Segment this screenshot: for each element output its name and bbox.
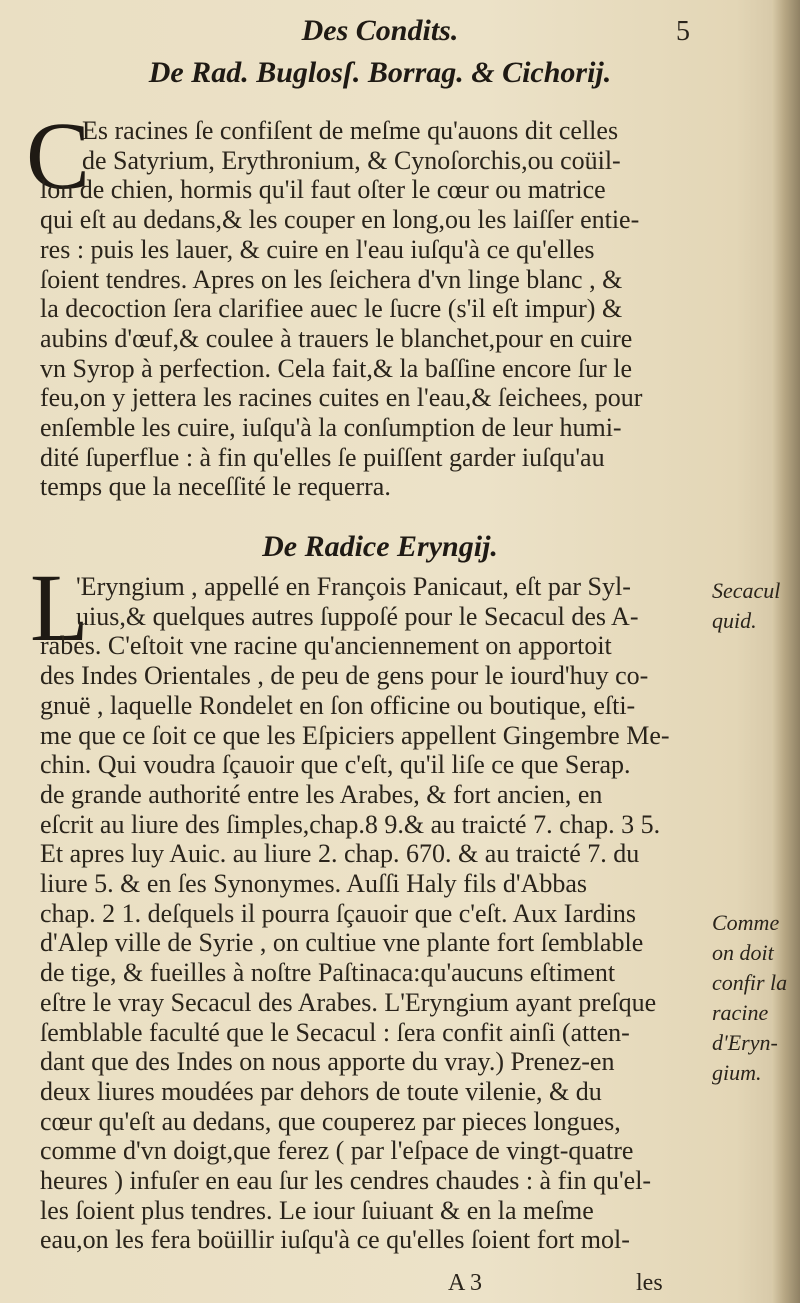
margin-note-line: Comme [712, 910, 780, 935]
page-number: 5 [676, 16, 690, 47]
margin-note-line: on doit [712, 940, 774, 965]
text-line: dité ſuperflue : à fin qu'elles ſe puiſſent garder iuſqu'au [40, 442, 605, 472]
text-line: vn Syrop à perfection. Cela fait,& la baſſine encore ſur le [40, 353, 632, 383]
margin-note-line: Secacul [712, 578, 781, 603]
text-line: me que ce ſoit ce que les Eſpiciers appellent Gingembre Me- [40, 720, 670, 750]
text-line: dant que des Indes on nous apporte du vray.) Prenez-en [40, 1047, 615, 1077]
text-line: uius,& quelques autres ſuppoſé pour le Secacul des A- [76, 601, 639, 631]
section1-dropcap: C [26, 102, 91, 209]
text-line: 'Eryngium , appellé en François Panicaut, eſt par Syl- [76, 572, 631, 601]
text-line: ſoient tendres. Apres on les ſeichera d'vn linge blanc , & [40, 264, 623, 294]
margin-note-line: gium. [712, 1060, 762, 1085]
text-line: d'Alep ville de Syrie , on cultiue vne plante fort ſemblable [40, 928, 644, 958]
text-line: de Satyrium, Erythronium, & Cynoſorchis,ou coüil- [82, 145, 621, 175]
section2-title: De Radice Eryngij. [262, 530, 498, 563]
text-line: ſemblable faculté que le Secacul : ſera confit ainſi (atten- [40, 1017, 630, 1047]
catchword: les [636, 1270, 663, 1296]
text-line: les ſoient plus tendres. Le iour ſuiuant & en la meſme [40, 1195, 594, 1225]
text-line: liure 5. & en ſes Synonymes. Auſſi Haly fils d'Abbas [40, 869, 588, 898]
text-line: aubins d'œuf,& coulee à trauers le blanchet,pour en cuire [40, 323, 633, 353]
text-line: de tige, & fueilles à noſtre Paſtinaca:qu'aucuns eſtiment [40, 958, 616, 988]
text-line: Et apres luy Auic. au liure 2. chap. 670. & au traicté 7. du [40, 839, 640, 869]
binding-gutter [772, 0, 800, 1303]
text-line: temps que la neceſſité le requerra. [40, 472, 391, 502]
text-line: eſcrit au liure des ſimples,chap.8 9.& au traicté 7. chap. 3 5. [40, 809, 661, 839]
text-line: eau,on les fera boüillir iuſqu'à ce qu'elles ſoient fort mol- [40, 1225, 630, 1255]
text-line: de grande authorité entre les Arabes, & fort ancien, en [40, 779, 603, 809]
text-line: comme d'vn doigt,que ferez ( par l'eſpace de vingt-quatre [40, 1136, 634, 1166]
text-line: lon de chien, hormis qu'il faut oſter le cœur ou matrice [40, 175, 606, 205]
margin-note-line: racine [712, 1000, 769, 1025]
section2-dropcap: L [30, 554, 89, 661]
text-line: chap. 2 1. deſquels il pourra ſçauoir que c'eſt. Aux Iardins [40, 898, 637, 928]
text-line: des Indes Orientales , de peu de gens pour le iourd'huy co- [40, 661, 649, 691]
text-line: enſemble les cuire, iuſqu'à la conſumption de leur humi- [40, 413, 622, 442]
text-line: qui eſt au dedans,& les couper en long,ou les laiſſer entie- [40, 205, 640, 235]
text-line: cœur qu'eſt au dedans, que couperez par pieces longues, [40, 1106, 621, 1136]
margin-note-line: quid. [712, 608, 757, 633]
text-line: eſtre le vray Secacul des Arabes. L'Eryngium ayant preſque [40, 987, 657, 1017]
running-head-subtitle: De Rad. Buglosſ. Borrag. & Cichorij. [148, 56, 612, 89]
text-line: feu,on y jettera les racines cuites en l'eau,& ſeichees, pour [40, 383, 643, 413]
running-head-title: Des Condits. [301, 14, 459, 47]
text-line: rabes. C'eſtoit vne racine qu'anciennement on apportoit [40, 631, 612, 661]
text-line: chin. Qui voudra ſçauoir que c'eſt, qu'il liſe ce que Serap. [40, 750, 631, 780]
margin-note-line: confir la [712, 970, 788, 995]
signature-mark: A 3 [448, 1270, 483, 1296]
margin-note-confir [712, 908, 796, 1088]
text-line: la decoction ſera clarifiee auec le ſucre (s'il eſt impur) & [40, 294, 623, 324]
margin-note-secacul [712, 576, 796, 636]
margin-note-line: d'Eryn- [712, 1030, 778, 1055]
text-line: Es racines ſe confiſent de meſme qu'auons dit celles [82, 116, 619, 145]
text-line: deux liures moudées par dehors de toute vilenie, & du [40, 1076, 602, 1106]
text-line: gnuë , laquelle Rondelet en ſon officine ou boutique, eſti- [40, 690, 636, 720]
text-line: res : puis les lauer, & cuire en l'eau iuſqu'à ce qu'elles [40, 234, 595, 264]
text-line: heures ) infuſer en eau ſur les cendres chaudes : à fin qu'el- [40, 1166, 652, 1195]
